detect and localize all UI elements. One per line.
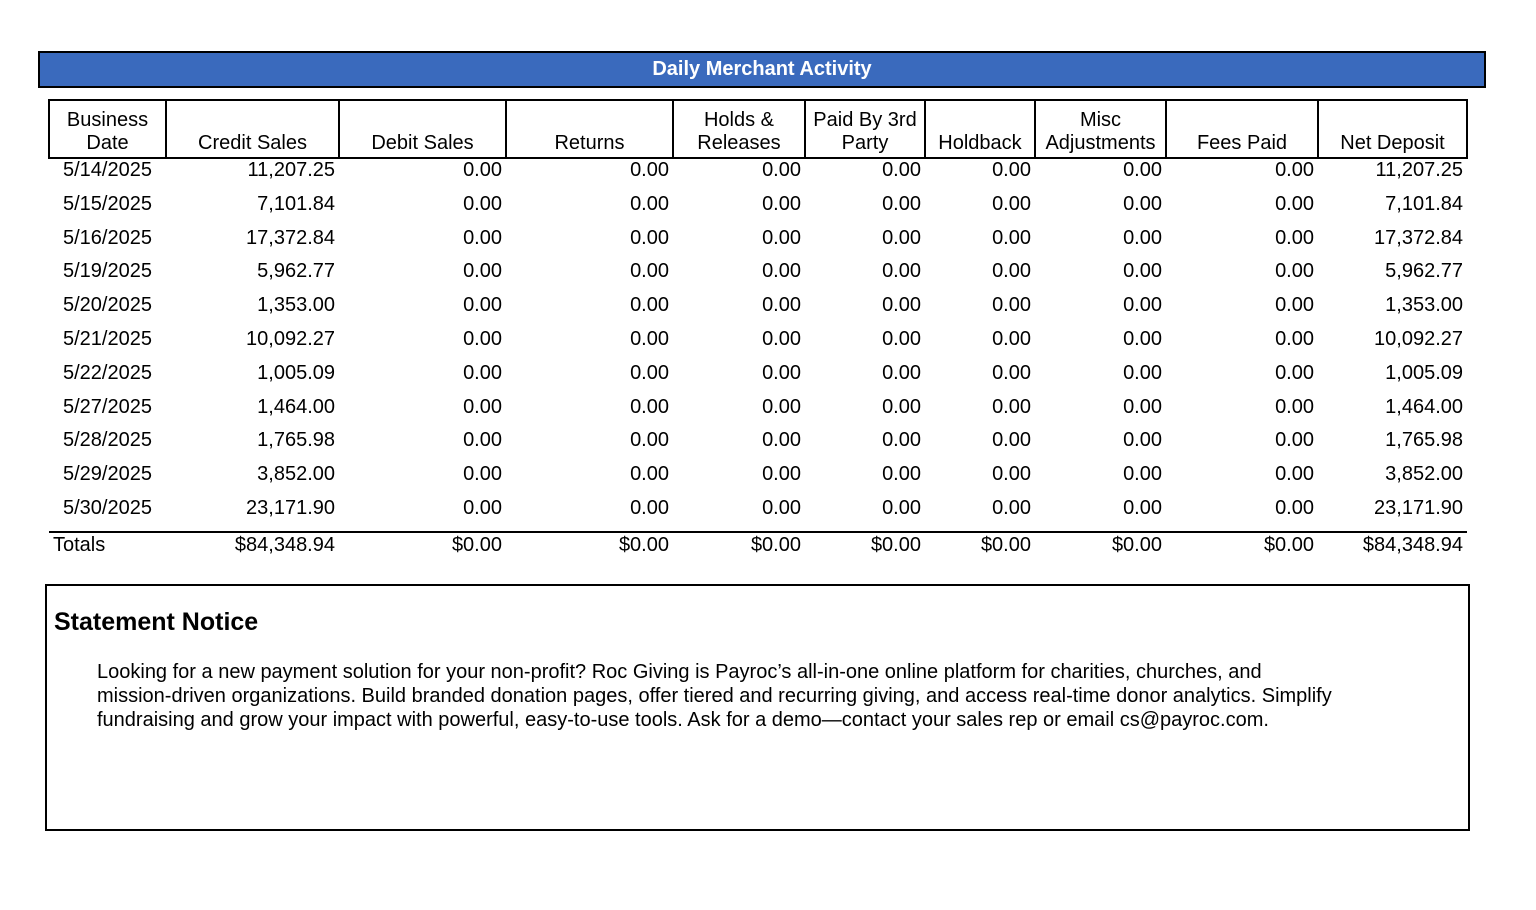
cell-net-deposit: 1,005.09 bbox=[1385, 361, 1463, 384]
cell-fees-paid: 0.00 bbox=[1275, 159, 1314, 181]
cell-misc-adjustments: 0.00 bbox=[1123, 463, 1162, 486]
totals-label: Totals bbox=[49, 532, 166, 561]
total-returns: $0.00 bbox=[506, 532, 673, 561]
cell-misc-adjustments: 0.00 bbox=[1123, 159, 1162, 181]
header-fees-paid: Fees Paid bbox=[1166, 100, 1318, 158]
cell-holds-releases: 0.00 bbox=[762, 294, 801, 317]
cell-credit-sales: 1,464.00 bbox=[257, 395, 335, 418]
cell-credit-sales: 7,101.84 bbox=[257, 192, 335, 215]
cell-returns: 0.00 bbox=[630, 327, 669, 350]
cell-net-deposit: 5,962.77 bbox=[1385, 260, 1463, 283]
cell-business-date: 5/15/2025 bbox=[63, 192, 152, 215]
cell-business-date: 5/29/2025 bbox=[63, 463, 152, 486]
cell-returns: 0.00 bbox=[630, 260, 669, 283]
header-holds-releases: Holds & Releases bbox=[673, 100, 805, 158]
header-misc-adjustments: Misc Adjustments bbox=[1035, 100, 1166, 158]
cell-holdback: 0.00 bbox=[992, 226, 1031, 249]
cell-fees-paid: 0.00 bbox=[1275, 226, 1314, 249]
header-net-deposit: Net Deposit bbox=[1318, 100, 1467, 158]
cell-holdback: 0.00 bbox=[992, 361, 1031, 384]
cell-business-date: 5/30/2025 bbox=[63, 496, 152, 519]
cell-net-deposit: 3,852.00 bbox=[1385, 463, 1463, 486]
merchant-activity-table bbox=[48, 99, 1468, 561]
table-row bbox=[49, 328, 1467, 362]
table-row bbox=[49, 294, 1467, 328]
cell-paid-by-3rd-party: 0.00 bbox=[882, 327, 921, 350]
cell-holds-releases: 0.00 bbox=[762, 429, 801, 452]
cell-fees-paid: 0.00 bbox=[1275, 294, 1314, 317]
cell-debit-sales: 0.00 bbox=[463, 496, 502, 519]
cell-credit-sales: 10,092.27 bbox=[246, 327, 335, 350]
cell-fees-paid: 0.00 bbox=[1275, 429, 1314, 452]
cell-net-deposit: 10,092.27 bbox=[1374, 327, 1463, 350]
cell-net-deposit: 7,101.84 bbox=[1385, 192, 1463, 215]
cell-misc-adjustments: 0.00 bbox=[1123, 226, 1162, 249]
cell-misc-adjustments: 0.00 bbox=[1123, 327, 1162, 350]
cell-fees-paid: 0.00 bbox=[1275, 192, 1314, 215]
cell-holds-releases: 0.00 bbox=[762, 361, 801, 384]
cell-credit-sales: 1,353.00 bbox=[257, 294, 335, 317]
cell-credit-sales: 1,005.09 bbox=[257, 361, 335, 384]
cell-holdback: 0.00 bbox=[992, 260, 1031, 283]
cell-holds-releases: 0.00 bbox=[762, 192, 801, 215]
cell-holds-releases: 0.00 bbox=[762, 395, 801, 418]
cell-returns: 0.00 bbox=[630, 226, 669, 249]
cell-credit-sales: 5,962.77 bbox=[257, 260, 335, 283]
cell-paid-by-3rd-party: 0.00 bbox=[882, 361, 921, 384]
cell-paid-by-3rd-party: 0.00 bbox=[882, 159, 921, 181]
total-fees-paid: $0.00 bbox=[1166, 532, 1318, 561]
cell-debit-sales: 0.00 bbox=[463, 463, 502, 486]
table-row bbox=[49, 463, 1467, 497]
cell-returns: 0.00 bbox=[630, 395, 669, 418]
cell-paid-by-3rd-party: 0.00 bbox=[882, 463, 921, 486]
cell-net-deposit: 1,353.00 bbox=[1385, 294, 1463, 317]
header-credit-sales: Credit Sales bbox=[166, 100, 339, 158]
cell-debit-sales: 0.00 bbox=[463, 159, 502, 181]
cell-holdback: 0.00 bbox=[992, 496, 1031, 519]
total-paid-by-3rd-party: $0.00 bbox=[805, 532, 925, 561]
cell-returns: 0.00 bbox=[630, 192, 669, 215]
cell-debit-sales: 0.00 bbox=[463, 327, 502, 350]
cell-debit-sales: 0.00 bbox=[463, 395, 502, 418]
cell-holds-releases: 0.00 bbox=[762, 463, 801, 486]
cell-net-deposit: 17,372.84 bbox=[1374, 226, 1463, 249]
cell-holds-releases: 0.00 bbox=[762, 226, 801, 249]
cell-misc-adjustments: 0.00 bbox=[1123, 395, 1162, 418]
header-holdback: Holdback bbox=[925, 100, 1035, 158]
cell-credit-sales: 11,207.25 bbox=[247, 159, 335, 181]
header-returns: Returns bbox=[506, 100, 673, 158]
table-row bbox=[49, 193, 1467, 227]
cell-fees-paid: 0.00 bbox=[1275, 463, 1314, 486]
total-misc-adjustments: $0.00 bbox=[1035, 532, 1166, 561]
cell-business-date: 5/14/2025 bbox=[63, 159, 152, 181]
cell-misc-adjustments: 0.00 bbox=[1123, 429, 1162, 452]
cell-holdback: 0.00 bbox=[992, 192, 1031, 215]
section-title-bar bbox=[38, 51, 1486, 88]
table-body bbox=[49, 158, 1467, 532]
cell-paid-by-3rd-party: 0.00 bbox=[882, 260, 921, 283]
cell-paid-by-3rd-party: 0.00 bbox=[882, 192, 921, 215]
cell-debit-sales: 0.00 bbox=[463, 361, 502, 384]
cell-fees-paid: 0.00 bbox=[1275, 496, 1314, 519]
statement-notice-title: Statement Notice bbox=[54, 608, 259, 636]
cell-holds-releases: 0.00 bbox=[762, 159, 801, 181]
cell-credit-sales: 23,171.90 bbox=[246, 496, 335, 519]
cell-fees-paid: 0.00 bbox=[1275, 327, 1314, 350]
table-row bbox=[49, 429, 1467, 463]
cell-paid-by-3rd-party: 0.00 bbox=[882, 496, 921, 519]
cell-fees-paid: 0.00 bbox=[1275, 395, 1314, 418]
cell-business-date: 5/21/2025 bbox=[63, 327, 152, 350]
table-header-row bbox=[49, 100, 1467, 158]
cell-business-date: 5/22/2025 bbox=[63, 361, 152, 384]
cell-returns: 0.00 bbox=[630, 159, 669, 181]
cell-holdback: 0.00 bbox=[992, 429, 1031, 452]
cell-holdback: 0.00 bbox=[992, 327, 1031, 350]
cell-net-deposit: 1,464.00 bbox=[1385, 395, 1463, 418]
cell-fees-paid: 0.00 bbox=[1275, 361, 1314, 384]
header-business-date: Business Date bbox=[49, 100, 166, 158]
cell-returns: 0.00 bbox=[630, 429, 669, 452]
cell-business-date: 5/19/2025 bbox=[63, 260, 152, 283]
cell-paid-by-3rd-party: 0.00 bbox=[882, 429, 921, 452]
cell-holdback: 0.00 bbox=[992, 159, 1031, 181]
total-credit-sales: $84,348.94 bbox=[166, 532, 339, 561]
cell-holdback: 0.00 bbox=[992, 294, 1031, 317]
statement-notice-body: Looking for a new payment solution for your non-profit? Roc Giving is Payroc’s all-in-one online platform for charities, churches, and mission-driven organizations. Build branded donation pages, offer tiered and recurring giving, and access real-time donor analytics. Simplify fundraising and grow your impact with powerful, easy-to-use tools. Ask for a demo—contact your sales rep or email cs@payroc.com. bbox=[97, 661, 1332, 731]
cell-misc-adjustments: 0.00 bbox=[1123, 260, 1162, 283]
cell-business-date: 5/27/2025 bbox=[63, 395, 152, 418]
table-row bbox=[49, 362, 1467, 396]
cell-net-deposit: 23,171.90 bbox=[1374, 496, 1463, 519]
cell-returns: 0.00 bbox=[630, 294, 669, 317]
cell-returns: 0.00 bbox=[630, 361, 669, 384]
cell-net-deposit: 11,207.25 bbox=[1375, 159, 1463, 181]
section-title: Daily Merchant Activity bbox=[652, 58, 872, 80]
cell-misc-adjustments: 0.00 bbox=[1123, 294, 1162, 317]
cell-credit-sales: 3,852.00 bbox=[257, 463, 335, 486]
cell-credit-sales: 17,372.84 bbox=[246, 226, 335, 249]
header-debit-sales: Debit Sales bbox=[339, 100, 506, 158]
cell-business-date: 5/28/2025 bbox=[63, 429, 152, 452]
table-row bbox=[49, 227, 1467, 261]
total-holdback: $0.00 bbox=[925, 532, 1035, 561]
cell-fees-paid: 0.00 bbox=[1275, 260, 1314, 283]
cell-business-date: 5/20/2025 bbox=[63, 294, 152, 317]
cell-paid-by-3rd-party: 0.00 bbox=[882, 395, 921, 418]
table-row bbox=[49, 497, 1467, 532]
totals-row bbox=[49, 532, 1467, 561]
cell-holds-releases: 0.00 bbox=[762, 327, 801, 350]
total-holds-releases: $0.00 bbox=[673, 532, 805, 561]
cell-credit-sales: 1,765.98 bbox=[257, 429, 335, 452]
cell-holdback: 0.00 bbox=[992, 463, 1031, 486]
statement-notice-box bbox=[45, 584, 1470, 831]
cell-returns: 0.00 bbox=[630, 463, 669, 486]
cell-misc-adjustments: 0.00 bbox=[1123, 192, 1162, 215]
cell-paid-by-3rd-party: 0.00 bbox=[882, 226, 921, 249]
cell-debit-sales: 0.00 bbox=[463, 260, 502, 283]
cell-returns: 0.00 bbox=[630, 496, 669, 519]
cell-holds-releases: 0.00 bbox=[762, 260, 801, 283]
cell-misc-adjustments: 0.00 bbox=[1123, 496, 1162, 519]
cell-debit-sales: 0.00 bbox=[463, 192, 502, 215]
cell-holds-releases: 0.00 bbox=[762, 496, 801, 519]
table-row bbox=[49, 260, 1467, 294]
total-net-deposit: $84,348.94 bbox=[1318, 532, 1467, 561]
cell-net-deposit: 1,765.98 bbox=[1385, 429, 1463, 452]
total-debit-sales: $0.00 bbox=[339, 532, 506, 561]
cell-debit-sales: 0.00 bbox=[463, 294, 502, 317]
cell-business-date: 5/16/2025 bbox=[63, 226, 152, 249]
table-row bbox=[49, 396, 1467, 430]
cell-debit-sales: 0.00 bbox=[463, 226, 502, 249]
cell-paid-by-3rd-party: 0.00 bbox=[882, 294, 921, 317]
cell-misc-adjustments: 0.00 bbox=[1123, 361, 1162, 384]
cell-holdback: 0.00 bbox=[992, 395, 1031, 418]
table-row bbox=[49, 158, 1467, 193]
header-paid-by-3rd-party: Paid By 3rd Party bbox=[805, 100, 925, 158]
cell-debit-sales: 0.00 bbox=[463, 429, 502, 452]
